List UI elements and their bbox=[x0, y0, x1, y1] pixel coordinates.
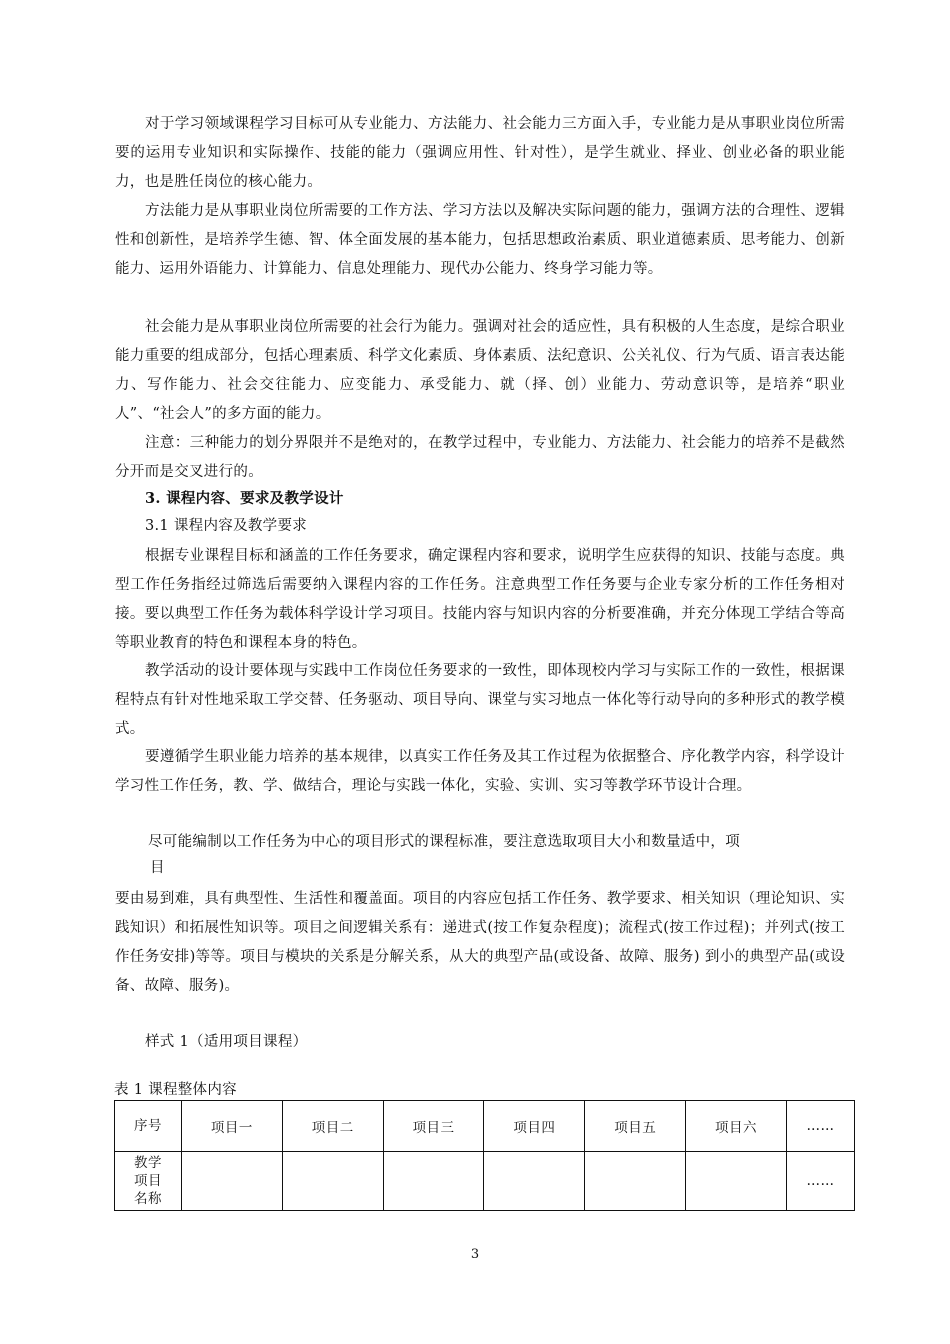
paragraph-project-standard-line2: 目 bbox=[150, 860, 165, 876]
paragraph-teaching-activities: 教学活动的设计要体现与实践中工作岗位任务要求的一致性，即体现校内学习与实际工作的一致性，根据课程特点有针对性地采取工学交替、任务驱动、项目导向、课堂与实习地点一体化等行动导向的多种形式的教学模式。 bbox=[115, 663, 845, 737]
table-header-cell: 项目一 bbox=[182, 1101, 283, 1152]
row-head-line: 教学 bbox=[134, 1155, 162, 1171]
paragraph-ability-goals: 对于学习领域课程学习目标可从专业能力、方法能力、社会能力三方面入手，专业能力是从事职业岗位所需要的运用专业知识和实际操作、技能的能力（强调应用性、针对性），是学生就业、择业、创业必备的职业能力，也是胜任岗位的核心能力。 bbox=[115, 116, 845, 190]
page-number: 3 bbox=[470, 1247, 480, 1262]
table-cell bbox=[182, 1152, 283, 1211]
paragraph-project-standard-line1: 尽可能编制以工作任务为中心的项目形式的课程标准，要注意选取项目大小和数量适中，项 bbox=[148, 834, 740, 850]
paragraph-ability-training: 要遵循学生职业能力培养的基本规律，以真实工作任务及其工作过程为依据整合、序化教学内容，科学设计学习性工作任务，教、学、做结合，理论与实践一体化，实验、实训、实习等教学环节设计合理。 bbox=[115, 749, 845, 794]
paragraph-method-ability: 方法能力是从事职业岗位所需要的工作方法、学习方法以及解决实际问题的能力，强调方法的合理性、逻辑性和创新性，是培养学生德、智、体全面发展的基本能力，包括思想政治素质、职业道德素质、思考能力、创新能力、运用外语能力、计算能力、信息处理能力、现代办公能力、终身学习能力等。 bbox=[115, 203, 845, 277]
table-header-cell: …… bbox=[786, 1101, 854, 1152]
table-cell bbox=[383, 1152, 484, 1211]
table-header-cell: 项目五 bbox=[585, 1101, 686, 1152]
table-header-cell: 项目二 bbox=[282, 1101, 383, 1152]
table-header-cell: 序号 bbox=[115, 1101, 182, 1152]
table-cell bbox=[484, 1152, 585, 1211]
row-head-line: 项目 bbox=[134, 1173, 162, 1189]
table-caption: 表 1 课程整体内容 bbox=[114, 1082, 237, 1098]
subsection-heading-3-1: 3.1 课程内容及教学要求 bbox=[145, 518, 308, 534]
table-header-cell: 项目四 bbox=[484, 1101, 585, 1152]
table-cell bbox=[585, 1152, 686, 1211]
paragraph-note: 注意：三种能力的划分界限并不是绝对的，在教学过程中，专业能力、方法能力、社会能力的培养不是截然分开而是交叉进行的。 bbox=[115, 435, 845, 480]
style-label: 样式 1（适用项目课程） bbox=[145, 1034, 308, 1050]
table-cell bbox=[686, 1152, 787, 1211]
paragraph-course-content: 根据专业课程目标和涵盖的工作任务要求，确定课程内容和要求，说明学生应获得的知识、技能与态度。典型工作任务指经过筛选后需要纳入课程内容的工作任务。注意典型工作任务要与企业专家分析的工作任务相对接。要以典型工作任务为载体科学设计学习项目。技能内容与知识内容的分析要准确，并充分体现工学结合等高等职业教育的特色和课程本身的特色。 bbox=[115, 548, 845, 651]
table-header-row bbox=[115, 1101, 855, 1152]
course-overview-table bbox=[114, 1100, 855, 1211]
table-row bbox=[115, 1152, 855, 1211]
paragraph-project-structure: 要由易到难，具有典型性、生活性和覆盖面。项目的内容应包括工作任务、教学要求、相关知识（理论知识、实践知识）和拓展性知识等。项目之间逻辑关系有：递进式(按工作复杂程度)；流程式(按工作过程)；并列式(按工作任务安排)等等。项目与模块的关系是分解关系，从大的典型产品(或设备、故障、服务) 到小的典型产品(或设备、故障、服务)。 bbox=[115, 891, 845, 994]
section-heading-3: 3. 课程内容、要求及教学设计 bbox=[145, 490, 344, 507]
table-row-head bbox=[115, 1152, 182, 1211]
table-header-cell: 项目六 bbox=[686, 1101, 787, 1152]
row-head-line: 名称 bbox=[134, 1191, 162, 1207]
table-header-cell: 项目三 bbox=[383, 1101, 484, 1152]
table-cell: …… bbox=[786, 1152, 854, 1211]
table-cell bbox=[282, 1152, 383, 1211]
paragraph-social-ability: 社会能力是从事职业岗位所需要的社会行为能力。强调对社会的适应性，具有积极的人生态度，是综合职业能力重要的组成部分，包括心理素质、科学文化素质、身体素质、法纪意识、公关礼仪、行为气质、语言表达能力、写作能力、社会交往能力、应变能力、承受能力、就（择、创）业能力、劳动意识等，是培养“职业人”、“社会人”的多方面的能力。 bbox=[115, 319, 845, 422]
